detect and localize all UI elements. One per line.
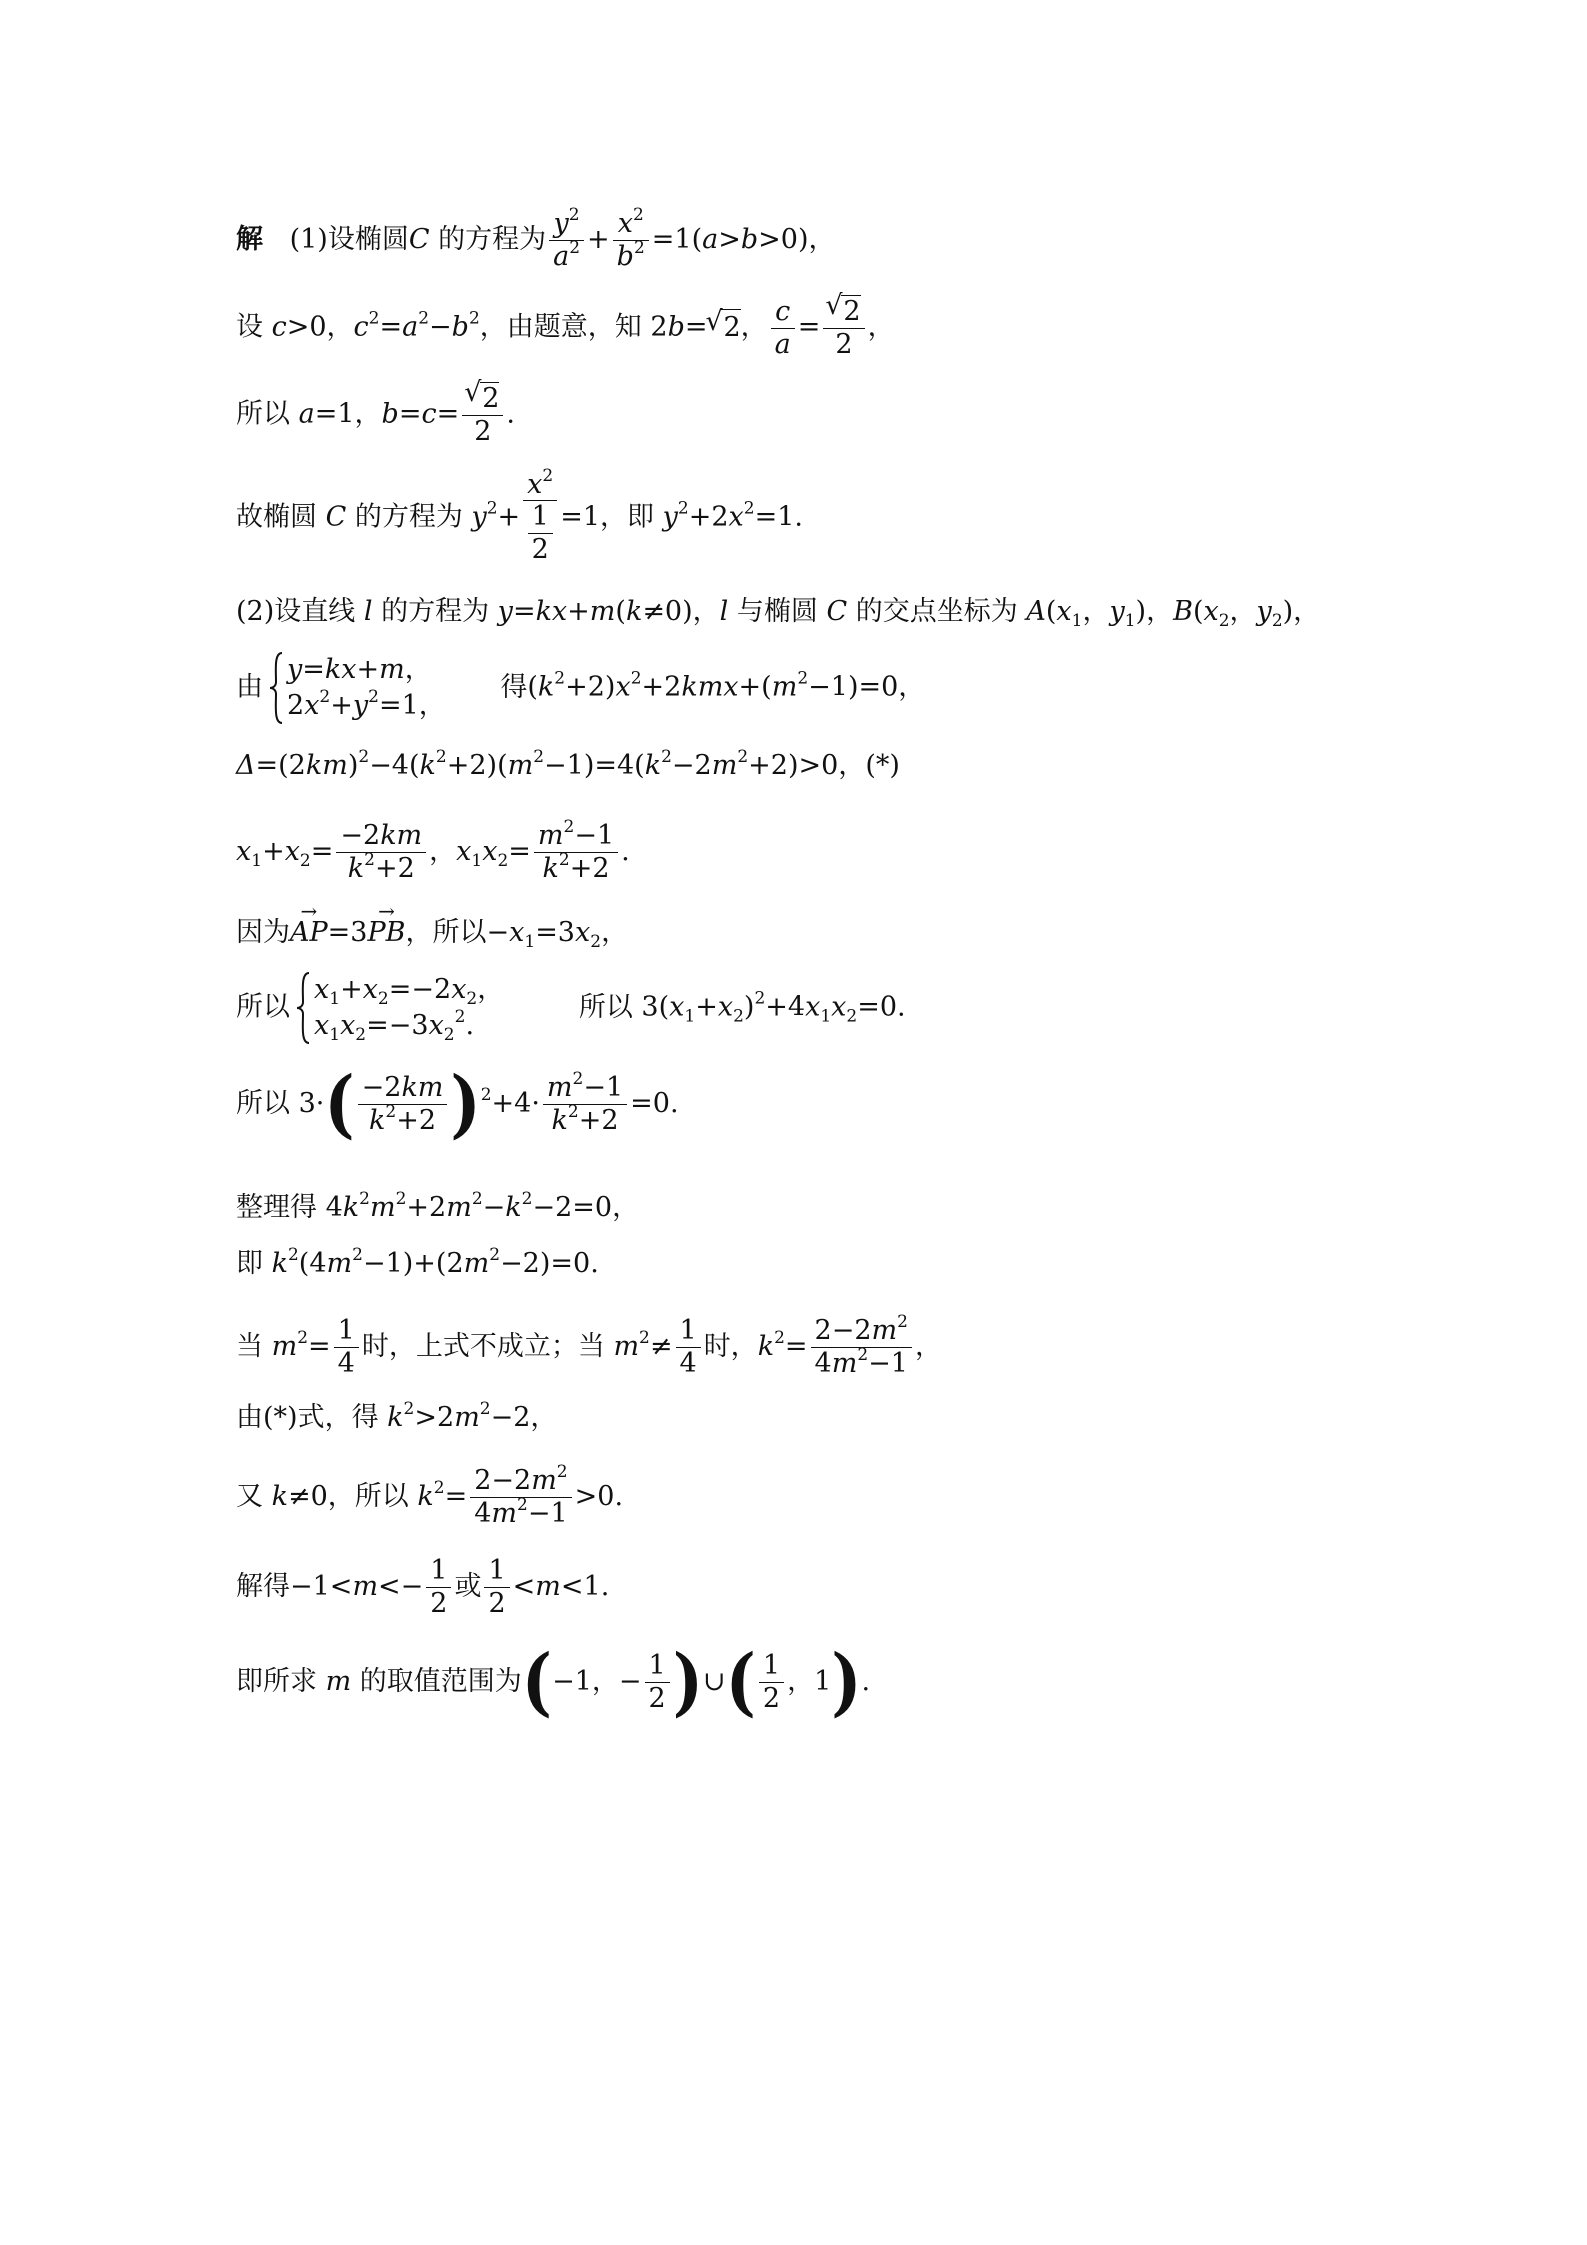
fraction-x2-b2: $\frac{x^2}{b^2}$: [613, 208, 649, 273]
line-system-2: 所以 $x_1+x_2=-2x_2$， $x_1x_2=-3x_2^2$. 所以 $3(x_1+x_2)^2+4x_1x_2=0$.: [236, 974, 906, 1045]
system-line-ellipse: y=kx+m， $2x^2+y^2=1$，: [269, 652, 446, 724]
text-hence-ellipse: 故椭圆: [236, 501, 317, 533]
system-x1-x2: $x_1+x_2=-2x_2$， $x_1x_2=-3x_2^2$.: [296, 972, 504, 1044]
fraction-one-quarter: $\frac{1}{4}$: [334, 1315, 359, 1380]
text-intersect-coords: 的交点坐标为: [855, 596, 1018, 627]
line-discriminant: $\Delta=(2km)^2-4(k^2+2)(m^2-1)=4(k^2-2m^2+2)>0$，(*): [236, 747, 900, 781]
fraction-half-4: $\frac{1}{2}$: [759, 1650, 784, 1715]
line-factor: 即 $k^2(4m^2-1)+(2m^2-2)=0$.: [236, 1245, 599, 1279]
line-simplify: 整理得 $4k^2m^2+2m^2-k^2-2=0$，: [236, 1189, 640, 1223]
text-equation-of-3: 的方程为: [381, 596, 490, 627]
line-ellipse-result: 故椭圆 C 的方程为 $y^2+$ $\frac{x^2}{\frac{1}{2}}$ =1，即 $y^2+2x^2=1$.: [236, 466, 803, 565]
text-equation-of-2: 的方程为: [354, 501, 463, 533]
line-solve: 解得−1<m<− $\frac{1}{2}$ 或 $\frac{1}{2}$ <m<1.: [236, 1555, 610, 1619]
text-so: ，所以: [405, 917, 487, 948]
fraction-x2-half: $\frac{x^2}{\frac{1}{2}}$: [523, 470, 557, 566]
text-range-of: 的取值范围为: [359, 1666, 522, 1697]
fraction-k2-2: $\frac{2-2m^2}{4m^2-1}$: [470, 1465, 571, 1530]
text-also: 又: [236, 1481, 263, 1512]
text-part2: (2)设直线: [236, 596, 356, 627]
fraction-half: $\frac{1}{2}$: [426, 1555, 451, 1620]
text-star-note: (*): [865, 750, 900, 781]
text-equation-of: 的方程为: [438, 224, 547, 255]
line-part2: (2)设直线 l 的方程为 y=kx+m(k≠0)，l 与椭圆 C 的交点坐标为 $A(x_1$，$y_1$)，$B(x_2$，$y_2$)，: [236, 596, 1321, 631]
fraction-sum: $\frac{-2km}{k^2+2}$: [336, 820, 426, 885]
fraction-c-a: $\frac{c}{a}$: [771, 296, 795, 361]
line-k-nonzero: 又 k≠0，所以 $k^2=$ $\frac{2-2m^2}{4m^2-1}$ >0.: [236, 1462, 624, 1529]
fraction-product-2: $\frac{m^2-1}{k^2+2}$: [543, 1072, 627, 1137]
text-intersect: 与椭圆: [736, 596, 818, 627]
text-therefore-2: 所以: [236, 991, 290, 1023]
text-part1: (1)设椭圆: [289, 224, 409, 255]
line-substitute: 所以 3·( $\frac{-2km}{k^2+2}$ )$^2$+4· $\frac{m^2-1}{k^2+2}$ =0.: [236, 1060, 679, 1148]
text-when: 当: [236, 1331, 263, 1362]
line-from-star: 由(*)式，得 $k^2>2m^2-2$，: [236, 1399, 558, 1433]
fraction-sqrt2-2-b: √ $\frac{2}{2}$: [462, 382, 503, 448]
text-from-star: 由(*)式，得: [236, 1402, 379, 1433]
fraction-half-3: $\frac{1}{2}$: [645, 1650, 670, 1715]
text-from: 由: [236, 671, 263, 703]
line-final-range: 即所求 m 的取值范围为(−1，− $\frac{1}{2}$ )∪( $\frac{1}{2}$ ，1).: [236, 1638, 871, 1726]
line-vieta: $x_1+x_2=$ $\frac{-2km}{k^2+2}$ ，$x_1x_2=$ $\frac{m^2-1}{k^2+2}$ .: [236, 817, 630, 884]
text-that-is: 即: [236, 1248, 263, 1279]
line-system-1: 由 y=kx+m， $2x^2+y^2=1$， 得$(k^2+2)x^2+2kmx+(m^2-1)=0$，: [236, 652, 925, 724]
text-or: 或: [454, 1571, 482, 1602]
text-therefore-3: 所以: [578, 991, 633, 1023]
text-therefore-4: 所以: [236, 1088, 290, 1119]
text-namely: ，即: [600, 501, 655, 533]
text-final-range: 即所求: [236, 1666, 317, 1697]
fraction-half-2: $\frac{1}{2}$: [484, 1555, 509, 1620]
text-simplify: 整理得: [236, 1192, 317, 1223]
solution-label: 解: [236, 224, 263, 255]
text-so-2: ，所以: [327, 1481, 409, 1512]
text-time-fail: 时，上式不成立；当: [361, 1331, 605, 1362]
text-by-problem: ，由题意，知: [479, 311, 642, 343]
fraction-y2-a2: $\frac{y^2}{a^2}$: [549, 208, 584, 273]
line-ellipse-equation: 解 (1)设椭圆C 的方程为 $\frac{y^2}{a^2}$ + $\frac{x^2}{b^2}$ =1(a>b>0)，: [236, 205, 836, 272]
line-assume-c: 设 c>0，$c^2=a^2-b^2$，由题意，知 2b=√ 2， $\frac{c}{a}$ = √ $\frac{2}{2}$ ，: [236, 295, 895, 361]
line-vector: 因为→ AP=3→ PB，所以$-x_1=3x_2$，: [236, 915, 628, 951]
text-assume: 设: [236, 311, 263, 343]
fraction-one-quarter-2: $\frac{1}{4}$: [676, 1315, 701, 1380]
text-get: 得: [500, 671, 528, 703]
line-a-b-c: 所以 a=1，b=c= √ $\frac{2}{2}$ .: [236, 382, 515, 448]
text-because: 因为: [236, 917, 290, 948]
text-time: 时，: [703, 1331, 758, 1362]
text-solve-get: 解得: [236, 1571, 290, 1602]
fraction-sum-2: $\frac{-2km}{k^2+2}$: [358, 1072, 448, 1137]
fraction-product: $\frac{m^2-1}{k^2+2}$: [534, 820, 618, 885]
line-cases: 当 $m^2=$ $\frac{1}{4}$ 时，上式不成立；当 $m^2\ne$ $\frac{1}{4}$ 时，$k^2=$ $\frac{2-2m^2}{4m^2-1}$ ，: [236, 1312, 942, 1379]
fraction-k2: $\frac{2-2m^2}{4m^2-1}$: [811, 1315, 912, 1380]
text-therefore: 所以: [236, 398, 290, 430]
fraction-sqrt2-2: √ $\frac{2}{2}$: [823, 295, 864, 361]
